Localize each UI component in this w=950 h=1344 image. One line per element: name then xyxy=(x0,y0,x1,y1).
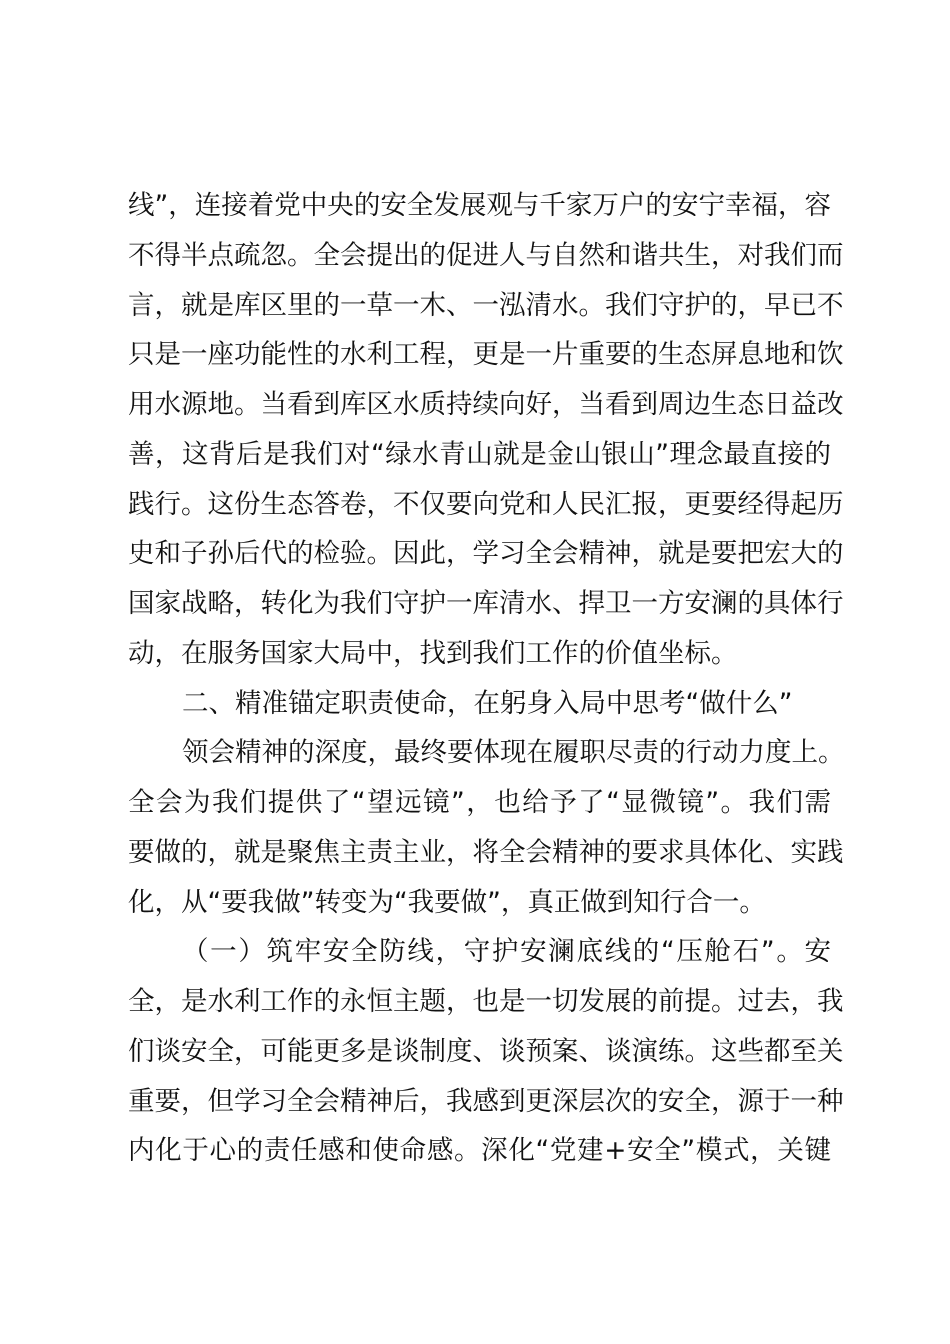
paragraph-line: 史和子孙后代的检验。因此，学习全会精神，就是要把宏大的 xyxy=(128,538,844,570)
paragraph-line: 言，就是库区里的一草一木、一泓清水。我们守护的，早已不 xyxy=(128,289,844,321)
paragraph-line-last: 动，在服务国家大局中，找到我们工作的价值坐标。 xyxy=(128,637,738,669)
paragraph-line: 用水源地。当看到库区水质持续向好，当看到周边生态日益改 xyxy=(128,389,844,420)
paragraph-line: 善，这背后是我们对“绿水青山就是金山银山”理念最直接的 xyxy=(128,438,831,470)
paragraph-line: 重要，但学习全会精神后，我感到更深层次的安全，源于一种 xyxy=(128,1085,844,1117)
paragraph-line: 全会为我们提供了“望远镜”，也给予了“显微镜”。我们需 xyxy=(128,787,831,818)
paragraph-line: 内化于心的责任感和使命感。深化“党建+安全”模式，关键 xyxy=(128,1135,831,1167)
subsection-line-first: （一）筑牢安全防线，守护安澜底线的“压舱石”。安 xyxy=(182,936,831,968)
paragraph-line-first: 领会精神的深度，最终要体现在履职尽责的行动力度上。 xyxy=(182,737,845,769)
paragraph-line: 们谈安全，可能更多是谈制度、谈预案、谈演练。这些都至关 xyxy=(128,1035,844,1067)
paragraph-line: 国家战略，转化为我们守护一库清水、捍卫一方安澜的具体行 xyxy=(128,588,844,619)
paragraph-line-last: 化，从“要我做”转变为“我要做”，真正做到知行合一。 xyxy=(128,886,766,918)
paragraph-line: 不得半点疏忽。全会提出的促进人与自然和谐共生，对我们而 xyxy=(128,239,844,271)
paragraph-line: 践行。这份生态答卷，不仅要向党和人民汇报，更要经得起历 xyxy=(128,488,844,520)
paragraph-line: 要做的，就是聚焦主责主业，将全会精神的要求具体化、实践 xyxy=(128,836,844,868)
paragraph-line: 只是一座功能性的水利工程，更是一片重要的生态屏息地和饮 xyxy=(128,339,844,371)
section-heading: 二、精准锚定职责使命，在躬身入局中思考“做什么” xyxy=(182,687,793,719)
paragraph-line: 线”，连接着党中央的安全发展观与千家万户的安宁幸福，容 xyxy=(128,190,831,221)
document-body xyxy=(128,181,845,1176)
paragraph-line: 全，是水利工作的永恒主题，也是一切发展的前提。过去，我 xyxy=(128,986,844,1017)
